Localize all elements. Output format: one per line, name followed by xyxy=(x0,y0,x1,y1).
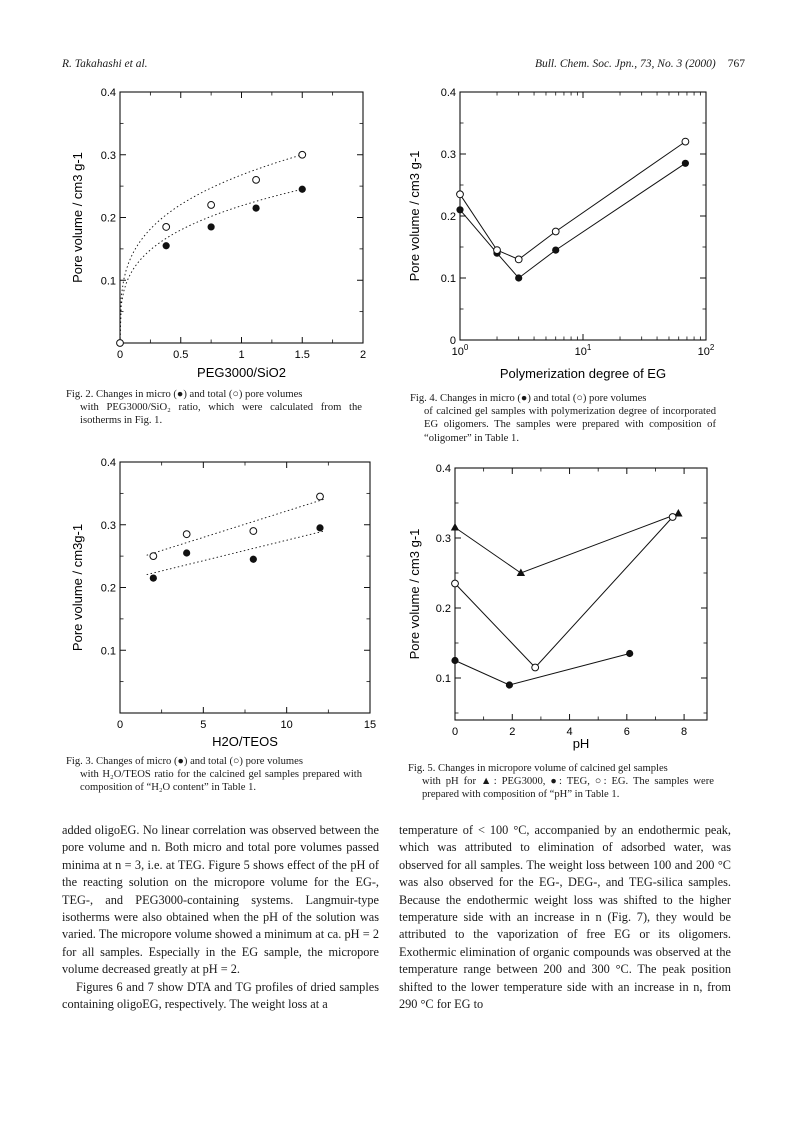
y-tick-label: 0.2 xyxy=(435,603,451,615)
data-point-open-circle xyxy=(682,138,689,145)
data-point-open-circle xyxy=(183,531,190,538)
x-tick-exponent: 1 xyxy=(586,343,592,352)
y-tick-label: 0.4 xyxy=(440,87,456,99)
x-tick-label: 8 xyxy=(681,726,688,738)
x-tick-label: 0.5 xyxy=(173,349,189,361)
x-tick-label: 1.5 xyxy=(294,349,310,361)
data-point-filled-circle xyxy=(150,574,157,581)
x-tick-label: 1 xyxy=(238,349,245,361)
data-point-open-circle xyxy=(457,191,464,198)
data-point-open-circle xyxy=(532,664,539,671)
data-point-open-circle xyxy=(452,580,459,587)
x-tick-label: 10 xyxy=(280,719,293,731)
data-point-filled-circle xyxy=(515,274,522,281)
x-axis-title: PEG3000/SiO2 xyxy=(197,365,286,380)
data-point-open-circle xyxy=(117,340,124,347)
y-tick-label: 0.1 xyxy=(100,275,116,288)
journal-citation: Bull. Chem. Soc. Jpn., 73, No. 3 (2000) xyxy=(534,58,716,70)
caption-lead: Fig. 4. Changes in micro (●) and total (○) pore volumes xyxy=(410,393,647,404)
figure-2-chart xyxy=(60,82,380,380)
caption-lead: Fig. 3. Changes of micro (●) and total (○) pore volumes xyxy=(66,756,303,767)
plot-frame xyxy=(120,462,370,713)
data-point-filled-circle xyxy=(183,549,190,556)
data-point-open-circle xyxy=(515,256,522,263)
fit-curve xyxy=(120,155,301,343)
running-header-journal xyxy=(535,58,745,70)
x-tick-exponent: 0 xyxy=(463,343,469,352)
y-tick-label: 0.1 xyxy=(435,673,451,685)
data-point-filled-circle xyxy=(626,650,633,657)
plot-frame xyxy=(455,468,707,720)
y-tick-label: 0 xyxy=(449,335,456,347)
y-tick-label: 0.4 xyxy=(100,457,116,469)
series-line xyxy=(455,514,678,574)
figure-4-caption xyxy=(410,392,716,445)
data-point-filled-circle xyxy=(250,556,257,563)
figure-3-caption xyxy=(66,755,362,795)
data-point-open-circle xyxy=(208,202,215,209)
series-line xyxy=(460,163,685,278)
y-axis-title: Pore volume / cm3 g-1 xyxy=(407,150,422,282)
y-tick-label: 0.2 xyxy=(100,582,116,595)
body-text-right-column xyxy=(399,822,731,1013)
series-line xyxy=(455,517,673,668)
x-tick-label: 0 xyxy=(116,719,124,731)
y-tick-label: 0.3 xyxy=(440,149,456,161)
figure-3-chart xyxy=(60,452,380,750)
paragraph: Figures 6 and 7 show DTA and TG profiles of dried samples containing oligoEG, respectively. The weight loss at a xyxy=(62,979,379,1012)
y-axis-title: Pore volume / cm3 g-1 xyxy=(70,152,85,283)
y-tick-label: 0.3 xyxy=(100,519,116,532)
data-point-filled-circle xyxy=(552,247,559,254)
running-header-authors: R. Takahashi et al. xyxy=(62,58,148,70)
data-point-filled-circle xyxy=(252,204,259,211)
data-point-filled-circle xyxy=(506,681,513,688)
plot-frame xyxy=(120,92,363,343)
fit-line xyxy=(147,499,325,555)
data-point-open-circle xyxy=(552,228,559,235)
series-line xyxy=(455,654,630,686)
data-point-filled-circle xyxy=(316,524,323,531)
figure-5-chart xyxy=(405,458,735,758)
data-point-open-circle xyxy=(163,224,170,231)
caption-lead: Fig. 2. Changes in micro (●) and total (○) pore volumes xyxy=(66,389,303,400)
figure-2 xyxy=(60,82,380,380)
y-tick-label: 0.4 xyxy=(435,463,451,475)
series-line xyxy=(460,142,685,260)
x-tick-label: 5 xyxy=(200,719,207,731)
y-tick-label: 0.3 xyxy=(435,533,451,545)
x-tick-label: $10^0$ xyxy=(451,343,469,358)
x-tick-label: 2 xyxy=(509,726,516,738)
y-axis-title: Pore volume / cm3g-1 xyxy=(70,523,85,652)
x-tick-label: $10^2$ xyxy=(697,343,715,358)
data-point-filled-circle xyxy=(299,186,306,193)
y-tick-label: 0.2 xyxy=(440,211,456,223)
y-tick-label: 0.3 xyxy=(100,149,116,162)
x-tick-exponent: 2 xyxy=(709,343,715,352)
data-point-open-circle xyxy=(150,553,157,560)
data-point-open-circle xyxy=(253,176,260,183)
caption-rest: with pH for ▲: PEG3000, ●: TEG, ○: EG. The samples were prepared with composition of “pH” in Table 1. xyxy=(422,776,714,801)
x-tick-label: 2 xyxy=(359,349,367,361)
figure-2-caption xyxy=(66,388,362,428)
figure-4-chart xyxy=(405,82,735,388)
caption-rest: with PEG3000/SiO₂ ratio, which were calculated from the isotherms in Fig. 1. xyxy=(80,402,362,427)
data-point-filled-circle xyxy=(682,160,689,167)
data-point-filled-circle xyxy=(456,206,463,213)
paragraph: added oligoEG. No linear correlation was observed between the pore volume and n. Both micro and total pore volumes passed minima at n = 3, i.e. at TEG. Figure 5 shows effect of the pH of the reacting solution on the micropore volume for the EG-, TEG-, and PEG3000-containing systems. Langmuir-type isotherms were also obtained when the pH of the solution was varied. The micropore volume showed a minimum at ca. pH = 2 for all samples. Especially in the EG sample, the micropore volume decreased greatly at pH = 2. xyxy=(62,823,379,977)
data-point-open-circle xyxy=(317,493,324,500)
y-tick-label: 0.4 xyxy=(100,87,116,99)
fit-curve xyxy=(120,190,301,343)
y-tick-label: 0.2 xyxy=(100,212,116,225)
data-point-filled-circle xyxy=(451,657,458,664)
x-tick-label: 6 xyxy=(623,726,630,738)
data-point-open-circle xyxy=(669,514,676,521)
x-tick-label: 0 xyxy=(116,349,124,361)
data-point-open-circle xyxy=(299,151,306,158)
x-tick-label: 4 xyxy=(566,726,573,738)
data-point-open-circle xyxy=(494,247,501,254)
figure-4 xyxy=(405,82,735,388)
x-tick-label: 0 xyxy=(451,726,459,738)
data-point-filled-triangle xyxy=(451,523,459,531)
plot-frame xyxy=(460,92,706,340)
fit-line xyxy=(147,531,325,575)
paragraph: temperature of < 100 °C, accompanied by an endothermic peak, which was attributed to elimination of adsorbed water, was observed for all samples. The weight loss between 100 and 200 °C was also observed for the EG-, DEG-, and TEG-silica samples. Because the endothermic weight loss was shifted to the higher temperature side with an increase in n (Fig. 7), they would be attributed to the vaporization of free EG or its oligomers. Exothermic elimination of organic compounds was observed at the temperature range between 200 and 300 °C. The peak position shifted to the lower temperature side with an increase in n, from 290 °C for EG to xyxy=(399,823,731,1012)
caption-lead: Fig. 5. Changes in micropore volume of calcined gel samples xyxy=(408,763,668,774)
x-tick-label: 15 xyxy=(363,719,377,731)
x-axis-title: pH xyxy=(572,736,590,751)
y-axis-title: Pore volume / cm3 g-1 xyxy=(407,528,422,660)
y-tick-label: 0.1 xyxy=(100,645,116,658)
x-axis-title: H2O/TEOS xyxy=(212,734,278,749)
body-text-left-column xyxy=(62,822,379,1013)
caption-rest: with H₂O/TEOS ratio for the calcined gel samples prepared with composition of “H₂O content” in Table 1. xyxy=(80,769,362,794)
data-point-open-circle xyxy=(250,528,257,535)
x-tick-label: $10^1$ xyxy=(574,343,592,358)
figure-5-caption xyxy=(408,762,714,802)
x-axis-title: Polymerization degree of EG xyxy=(499,366,667,381)
figure-3 xyxy=(60,452,380,750)
caption-rest: of calcined gel samples with polymerization degree of incorporated EG oligomers. The samples were prepared with composition of “oligomer” in Table 1. xyxy=(424,406,716,444)
data-point-filled-circle xyxy=(208,223,215,230)
data-point-filled-circle xyxy=(163,242,170,249)
page-number: 767 xyxy=(727,58,745,70)
y-tick-label: 0.1 xyxy=(440,273,456,285)
figure-5 xyxy=(405,458,735,758)
